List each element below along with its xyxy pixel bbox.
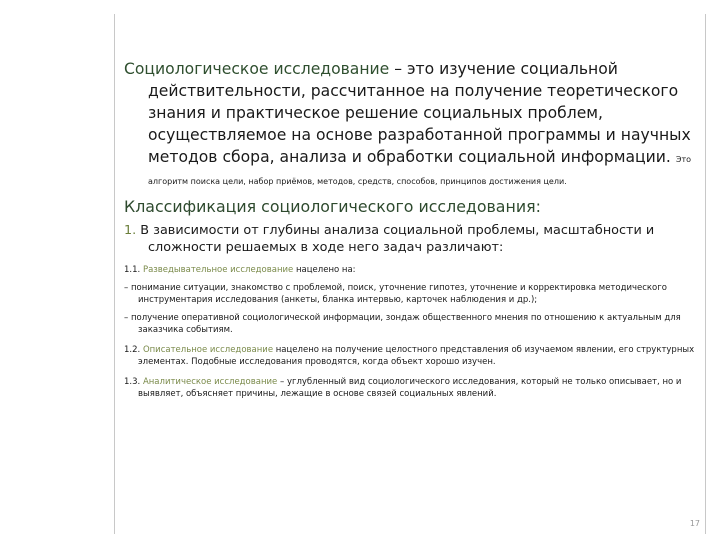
list-item-1-number: 1. [124,223,137,238]
subitem-1-1-label: Разведывательное исследование [142,265,294,275]
subitem-1-2-text: нацелено на получение целостного представления об изучаемом явлении, его структурных элементах. Подобные исследования проводятся, когда объект хорошо изучен. [138,345,695,367]
subitem-1-1-text: нацелено на: [293,265,356,275]
subitem-1-3-label: Аналитическое исследование [142,377,278,387]
subitem-1-1 [124,264,704,276]
definition-note: Это алгоритм поиска цели, набор приёмов, методов, средств, способов, принципов достижения цели. [148,155,691,186]
bullet-1: – понимание ситуации, знакомство с проблемой, поиск, уточнение гипотез, уточнение и корректировка методического инструментария исследования (анкеты, бланка интервью, карточек наблюдения и др.); [124,283,667,305]
subitem-1-3-number: 1.3. [124,377,141,387]
subitem-1-2-number: 1.2. [124,345,141,355]
subitem-1-2-label: Описательное исследование [142,345,274,355]
subitem-1-2 [124,344,704,368]
subitem-1-3-text: – углубленный вид социологического исследования, который не только описывает, но и выявляет, объясняет причины, лежащие в основе связей социальных явлений. [138,377,682,399]
bullet-2: – получение оперативной социологической информации, зондаж общественного мнения по отношению к актуальным для заказчика событиям. [124,313,681,335]
subitem-1-3 [124,376,704,400]
list-item-1 [124,222,704,256]
slide-content [124,58,704,400]
subitem-1-1-number: 1.1. [124,265,141,275]
page-number: 17 [689,519,700,528]
definition-term: Социологическое исследование [124,60,390,78]
list-item-1-text: В зависимости от глубины анализа социальной проблемы, масштабности и сложности решаемых в ходе него задач различают: [140,223,655,255]
definition-text: – это изучение социальной действительности, рассчитанное на получение теоретического знания и практическое решение социальных проблем, осуществляемое на основе разработанной программы и научных методов сбора, анализа и обработки социальной информации. [148,60,691,166]
definition-paragraph [124,58,704,190]
classification-heading: Классификация социологического исследования: [124,197,541,216]
